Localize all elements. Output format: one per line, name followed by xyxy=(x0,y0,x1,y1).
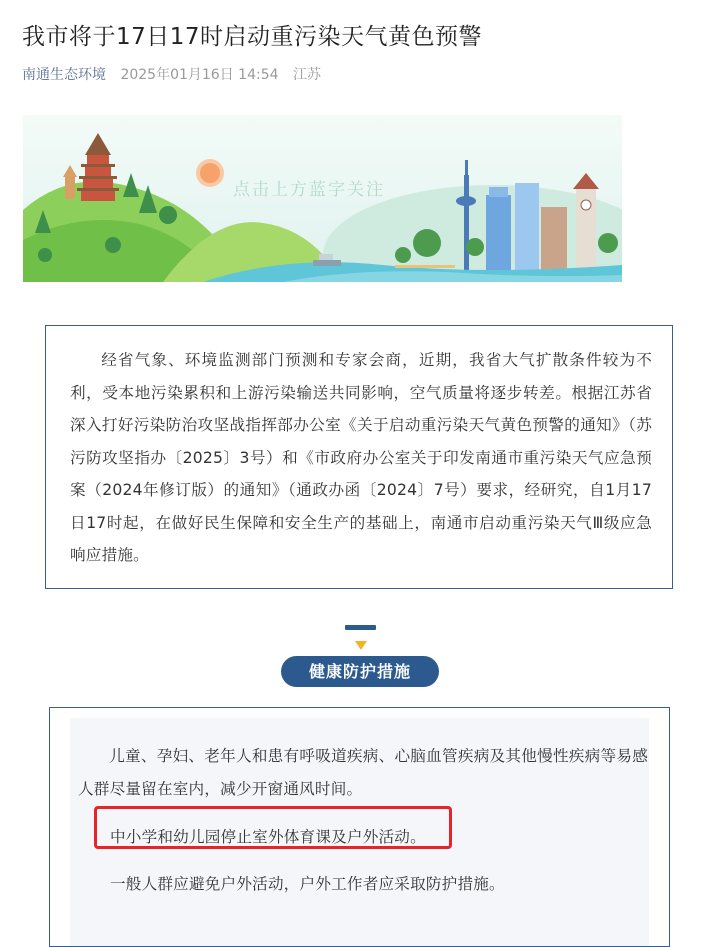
intro-notice-box xyxy=(45,325,673,589)
publish-region: 江苏 xyxy=(292,67,321,83)
header-banner-image xyxy=(23,115,622,282)
intro-paragraph: 经省气象、环境监测部门预测和专家会商，近期，我省大气扩散条件较为不利，受本地污染累积和上游污染输送共同影响，空气质量将逐步转差。根据江苏省深入打好污染防治攻坚战指挥部办公室《关于启动重污染天气黄色预警的通知》（苏污防攻坚指办〔2025〕3号）和《市政府办公室关于印发南通市重污染天气应急预案（2024年修订版）的通知》（通政办函〔2024〕7号）要求，经研究，自1月17日17时起，在做好民生保障和安全生产的基础上，南通市启动重污染天气Ⅲ级应急响应措施。 xyxy=(70,351,652,564)
account-name-link[interactable]: 南通生态环境 xyxy=(22,67,106,83)
measure-item-2: 中小学和幼儿园停止室外体育课及户外活动。 xyxy=(110,828,426,846)
banner-watermark-text: 点击上方蓝字关注 xyxy=(233,180,385,200)
section-divider-bar xyxy=(345,625,376,630)
publish-time: 2025年01月16日 14:54 xyxy=(120,67,279,83)
article-title: 我市将于17日17时启动重污染天气黄色预警 xyxy=(22,24,483,50)
article-meta xyxy=(22,64,321,84)
measure-item-1: 儿童、孕妇、老年人和患有呼吸道疾病、心脑血管疾病及其他慢性疾病等易感人群尽量留在室内，减少开窗通风时间。 xyxy=(78,747,648,798)
section-heading-health: 健康防护措施 xyxy=(281,656,439,687)
down-arrow-icon xyxy=(355,641,367,650)
red-highlight-annotation xyxy=(94,806,452,849)
measure-item-3: 一般人群应避免户外活动，户外工作者应采取防护措施。 xyxy=(110,875,505,893)
